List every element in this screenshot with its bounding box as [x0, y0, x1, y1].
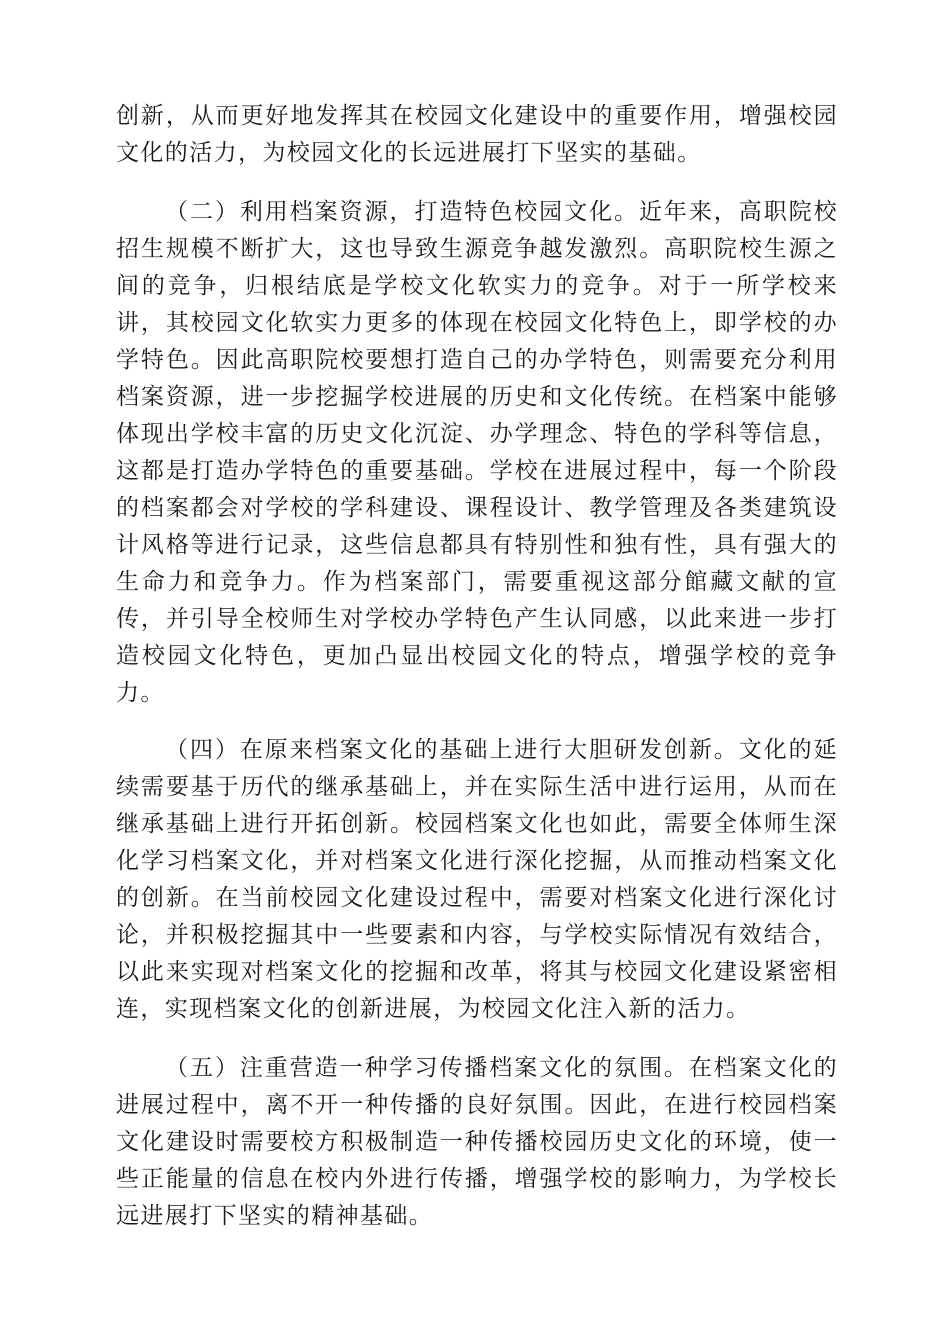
- paragraph-section-four: （四）在原来档案文化的基础上进行大胆研发创新。文化的延续需要基于历代的继承基础上，并在实际生活中进行运用，从而在继承基础上进行开拓创新。校园档案文化也如此，需要全体师生深化学习档案文化，并对档案文化进行深化挖掘，从而推动档案文化的创新。在当前校园文化建设过程中，需要对档案文化进行深化讨论，并积极挖掘其中一些要素和内容，与学校实际情况有效结合，以此来实现对档案文化的挖掘和改革，将其与校园文化建设紧密相连，实现档案文化的创新进展，为校园文化注入新的活力。: [116, 737, 838, 1022]
- paragraph-section-two: （二）利用档案资源，打造特色校园文化。近年来，高职院校招生规模不断扩大，这也导致生源竞争越发激烈。高职院校生源之间的竞争，归根结底是学校文化软实力的竞争。对于一所学校来讲，其校园文化软实力更多的体现在校园文化特色上，即学校的办学特色。因此高职院校要想打造自己的办学特色，则需要充分利用档案资源，进一步挖掘学校进展的历史和文化传统。在档案中能够体现出学校丰富的历史文化沉淀、办学理念、特色的学科等信息，这都是打造办学特色的重要基础。学校在进展过程中，每一个阶段的档案都会对学校的学科建设、课程设计、教学管理及各类建筑设计风格等进行记录，这些信息都具有特别性和独有性，具有强大的生命力和竞争力。作为档案部门，需要重视这部分館藏文献的宣传，并引导全校师生对学校办学特色产生认同感，以此来进一步打造校园文化特色，更加凸显出校园文化的特点，增强学校的竞争力。: [116, 199, 838, 706]
- document-body: [116, 98, 838, 1235]
- paragraph-section-five: （五）注重营造一种学习传播档案文化的氛围。在档案文化的进展过程中，离不开一种传播的良好氛围。因此，在进行校园档案文化建设时需要校方积极制造一种传播校园历史文化的环境，使一些正能量的信息在校内外进行传播，增强学校的影响力，为学校长远进展打下坚实的精神基础。: [116, 1055, 838, 1229]
- paragraph-continuation: 创新，从而更好地发挥其在校园文化建设中的重要作用，增强校园文化的活力，为校园文化的长远进展打下坚实的基础。: [116, 103, 838, 166]
